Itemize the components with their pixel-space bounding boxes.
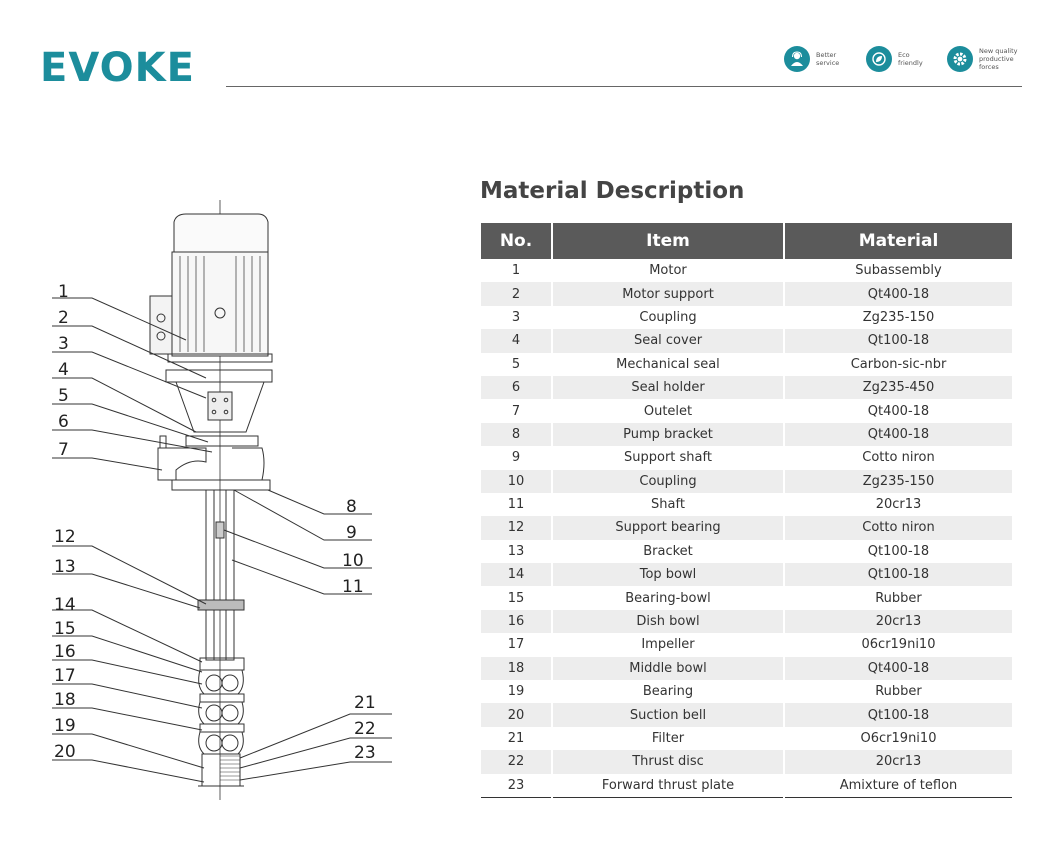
part-label-14: 14 — [54, 595, 76, 615]
cell-no: 14 — [481, 563, 552, 586]
part-label-5: 5 — [58, 386, 69, 406]
header-divider — [226, 86, 1022, 87]
cell-no: 2 — [481, 282, 552, 305]
eco-leaf-icon — [866, 46, 892, 72]
cell-no: 5 — [511, 356, 521, 372]
part-label-10: 10 — [342, 551, 364, 571]
pump-diagram — [0, 180, 420, 820]
cell-no: 9 — [511, 450, 521, 466]
cell-material: Qt400-18 — [784, 423, 1012, 446]
badge-new-quality — [947, 46, 1017, 72]
cell-no: 10 — [481, 470, 552, 493]
badge-line: service — [816, 59, 840, 67]
leader-lines — [52, 298, 392, 782]
column-header-item: Item — [552, 223, 784, 259]
table-row — [481, 774, 1012, 798]
cell-material: Cotto niron — [784, 516, 1012, 539]
cell-item: Mechanical seal — [552, 353, 784, 376]
part-label-2: 2 — [58, 308, 69, 328]
table-row — [481, 727, 1012, 750]
material-table — [481, 223, 1012, 798]
part-label-22: 22 — [354, 719, 376, 739]
cell-item: Middle bowl — [552, 657, 784, 680]
table-row — [481, 680, 1012, 703]
cell-no: 6 — [481, 376, 552, 399]
cell-item: Dish bowl — [552, 610, 784, 633]
cell-item: Impeller — [552, 633, 784, 656]
cell-material: 20cr13 — [784, 610, 1012, 633]
cell-item: Bearing — [552, 680, 784, 703]
cell-item: Coupling — [552, 470, 784, 493]
page-title: Material Description — [480, 178, 745, 204]
cell-item: Support bearing — [552, 516, 784, 539]
cell-no: 12 — [481, 516, 552, 539]
table-body — [481, 259, 1012, 797]
part-label-6: 6 — [58, 412, 69, 432]
table-row — [481, 306, 1012, 329]
table-row — [481, 282, 1012, 305]
cell-no: 1 — [511, 263, 521, 279]
cell-no: 22 — [481, 750, 552, 773]
table-row — [481, 399, 1012, 422]
cell-material: Zg235-150 — [784, 306, 1012, 329]
table-row — [481, 633, 1012, 656]
cell-material: Qt400-18 — [784, 399, 1012, 422]
part-label-7: 7 — [58, 440, 69, 460]
part-label-12: 12 — [54, 527, 76, 547]
badge-line: friendly — [898, 59, 923, 67]
part-label-3: 3 — [58, 334, 69, 354]
badge-line: forces — [979, 63, 999, 71]
cell-item: Motor support — [552, 282, 784, 305]
cell-material: Rubber — [784, 586, 1012, 609]
cell-no: 20 — [481, 703, 552, 726]
table-row — [481, 446, 1012, 469]
part-label-23: 23 — [354, 743, 376, 763]
part-label-20: 20 — [54, 742, 76, 762]
table-row — [481, 376, 1012, 399]
cell-material: Zg235-450 — [784, 376, 1012, 399]
gear-icon — [947, 46, 973, 72]
cell-no: 18 — [481, 657, 552, 680]
table-row — [481, 329, 1012, 352]
table-row — [481, 516, 1012, 539]
cell-material: Qt400-18 — [784, 282, 1012, 305]
cell-item: Shaft — [552, 493, 784, 516]
badge-line: Better — [816, 51, 837, 59]
cell-no: 21 — [507, 731, 525, 746]
cell-material: O6cr19ni10 — [784, 727, 1012, 750]
cell-no: 8 — [481, 423, 552, 446]
table-header-row — [481, 223, 1012, 259]
cell-no: 11 — [507, 497, 525, 513]
part-label-21: 21 — [354, 693, 376, 713]
cell-no: 13 — [507, 543, 525, 559]
cell-item: Seal cover — [552, 329, 784, 352]
cell-material: Cotto niron — [784, 446, 1012, 469]
cell-material: Qt100-18 — [784, 563, 1012, 586]
brand-logo: EVOKE — [40, 45, 195, 91]
cell-item: Thrust disc — [552, 750, 784, 773]
cell-material: Qt400-18 — [784, 657, 1012, 680]
cell-item: Coupling — [552, 306, 784, 329]
cell-item: Bearing-bowl — [552, 586, 784, 609]
cell-item: Motor — [552, 259, 784, 282]
cell-item: Outelet — [552, 399, 784, 422]
part-label-13: 13 — [54, 557, 76, 577]
table-row — [481, 353, 1012, 376]
cell-no: 3 — [511, 309, 521, 325]
table-row — [481, 423, 1012, 446]
cell-no: 15 — [507, 590, 525, 606]
cell-material: Qt100-18 — [784, 540, 1012, 563]
table-row — [481, 586, 1012, 609]
column-header-no: No. — [481, 223, 552, 259]
badge-line: New quality — [979, 47, 1018, 55]
cell-no: 17 — [507, 637, 525, 653]
badge-better-service — [784, 46, 839, 72]
table-row — [481, 657, 1012, 680]
cell-item: Pump bracket — [552, 423, 784, 446]
cell-item: Support shaft — [552, 446, 784, 469]
column-header-material: Material — [784, 223, 1012, 259]
part-label-18: 18 — [54, 690, 76, 710]
cell-item: Top bowl — [552, 563, 784, 586]
badge-line: Eco — [898, 51, 910, 59]
part-label-11: 11 — [342, 577, 364, 597]
part-label-1: 1 — [58, 282, 69, 302]
cell-material: 20cr13 — [784, 493, 1012, 516]
table-row — [481, 470, 1012, 493]
cell-material: 06cr19ni10 — [784, 633, 1012, 656]
badge-eco-friendly — [866, 46, 923, 72]
cell-material: Zg235-150 — [784, 470, 1012, 493]
part-label-9: 9 — [346, 523, 357, 543]
part-label-8: 8 — [346, 497, 357, 517]
cell-item: Seal holder — [552, 376, 784, 399]
badge-group — [784, 46, 1034, 80]
cell-no: 4 — [481, 329, 552, 352]
cell-material: Rubber — [784, 680, 1012, 703]
pump-drawing — [150, 200, 272, 800]
part-label-15: 15 — [54, 619, 76, 639]
part-label-19: 19 — [54, 716, 76, 736]
cell-item: Suction bell — [552, 703, 784, 726]
part-label-16: 16 — [54, 642, 76, 662]
badge-line: productive — [979, 55, 1014, 63]
part-label-4: 4 — [58, 360, 69, 380]
table-row — [481, 259, 1012, 282]
cell-material: Carbon-sic-nbr — [784, 353, 1012, 376]
service-person-icon — [784, 46, 810, 72]
cell-no: 7 — [511, 403, 521, 419]
cell-no: 23 — [481, 774, 552, 798]
table-row — [481, 563, 1012, 586]
table-row — [481, 750, 1012, 773]
table-row — [481, 540, 1012, 563]
cell-no: 16 — [481, 610, 552, 633]
table-row — [481, 493, 1012, 516]
cell-material: Subassembly — [784, 259, 1012, 282]
cell-material: 20cr13 — [784, 750, 1012, 773]
part-label-17: 17 — [54, 666, 76, 686]
cell-item: Filter — [552, 727, 784, 750]
table-row — [481, 703, 1012, 726]
table-row — [481, 610, 1012, 633]
cell-material: Amixture of teflon — [784, 774, 1012, 798]
cell-item: Forward thrust plate — [552, 774, 784, 798]
cell-material: Qt100-18 — [784, 329, 1012, 352]
cell-no: 19 — [507, 684, 525, 700]
cell-item: Bracket — [552, 540, 784, 563]
cell-material: Qt100-18 — [784, 703, 1012, 726]
